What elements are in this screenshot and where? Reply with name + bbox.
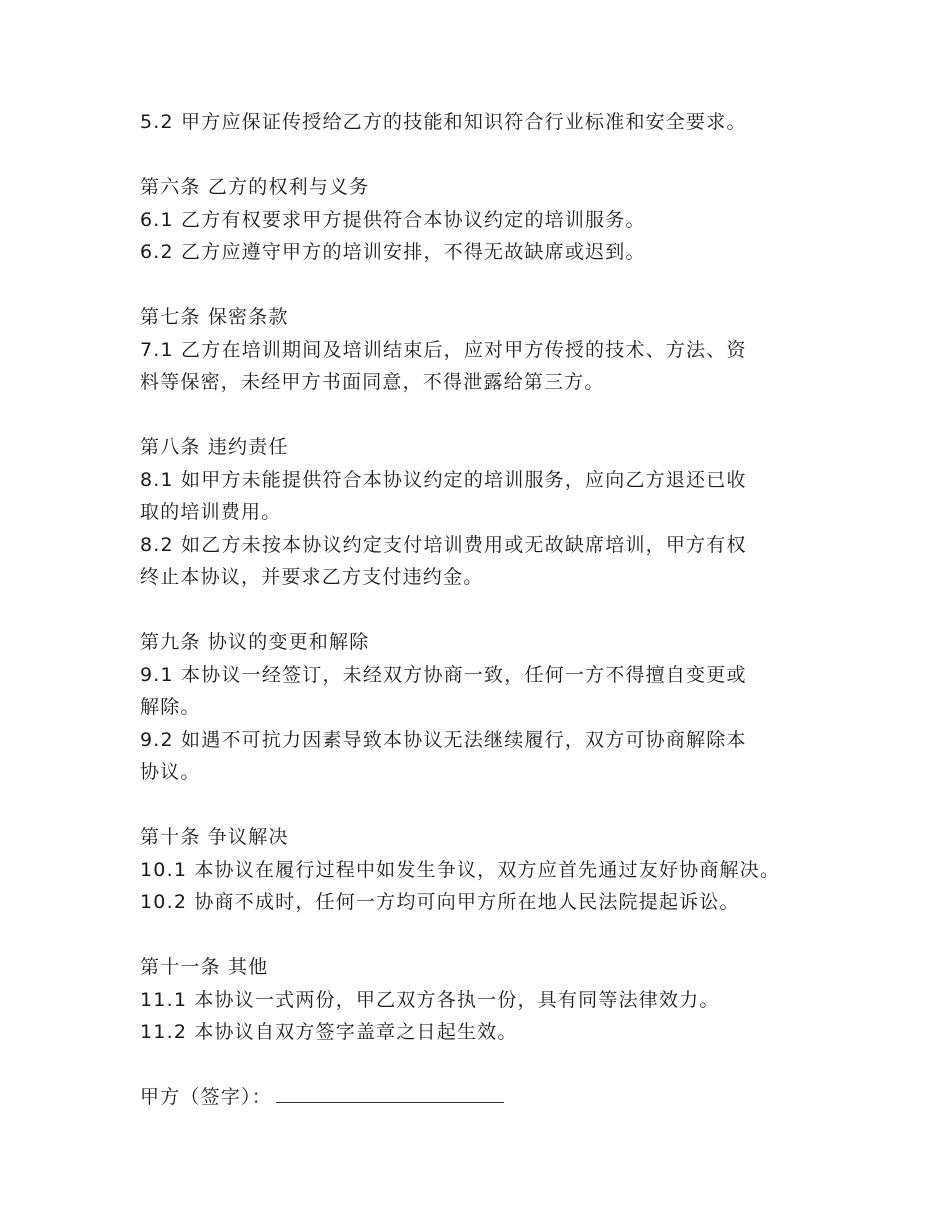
- clause-5-2: 5.2 甲方应保证传授给乙方的技能和知识符合行业标准和安全要求。: [140, 111, 747, 133]
- spacer: [140, 139, 840, 172]
- clause-9-2-line-1: 9.2 如遇不可抗力因素导致本协议无法继续履行，双方可协商解除本: [140, 728, 747, 751]
- party-a-signature-label: 甲方（签字）：: [140, 1086, 272, 1108]
- clause-11-1: 11.1 本协议一式两份，甲乙双方各执一份，具有同等法律效力。: [140, 988, 720, 1011]
- clause-9-1-line-2: 解除。: [140, 696, 201, 718]
- article-8-title: 第八条 违约责任: [140, 436, 289, 458]
- clause-8-2-line-1: 8.2 如乙方未按本协议约定支付培训费用或无故缺席培训，甲方有权: [140, 533, 747, 556]
- article-9-title: 第九条 协议的变更和解除: [140, 631, 370, 653]
- spacer: [140, 269, 840, 302]
- clause-10-1: 10.1 本协议在履行过程中如发生争议，双方应首先通过友好协商解决。: [140, 858, 781, 881]
- clause-8-1-line-2: 取的培训费用。: [140, 501, 282, 523]
- clause-6-1: 6.1 乙方有权要求甲方提供符合本协议约定的培训服务。: [140, 208, 646, 231]
- clause-11-2: 11.2 本协议自双方签字盖章之日起生效。: [140, 1021, 518, 1043]
- party-a-signature-line: [140, 1081, 840, 1114]
- article-6-title: 第六条 乙方的权利与义务: [140, 176, 370, 198]
- spacer: [140, 919, 840, 952]
- clause-6-2: 6.2 乙方应遵守甲方的培训安排，不得无故缺席或迟到。: [140, 241, 646, 263]
- clause-7-1-line-2: 料等保密，未经甲方书面同意，不得泄露给第三方。: [140, 371, 605, 393]
- signature-blank: [276, 1082, 504, 1103]
- article-11-title: 第十一条 其他: [140, 956, 269, 978]
- article-7-title: 第七条 保密条款: [140, 306, 289, 328]
- clause-9-2-line-2: 协议。: [140, 761, 201, 783]
- clause-9-1-line-1: 9.1 本协议一经签订，未经双方协商一致，任何一方不得擅自变更或: [140, 663, 747, 686]
- spacer: [140, 594, 840, 627]
- clause-10-2: 10.2 协商不成时，任何一方均可向甲方所在地人民法院提起诉讼。: [140, 891, 740, 913]
- clause-7-1-line-1: 7.1 乙方在培训期间及培训结束后，应对甲方传授的技术、方法、资: [140, 338, 747, 361]
- spacer: [140, 1049, 840, 1082]
- clause-8-2-line-2: 终止本协议，并要求乙方支付违约金。: [140, 566, 484, 588]
- clause-8-1-line-1: 8.1 如甲方未能提供符合本协议约定的培训服务，应向乙方退还已收: [140, 468, 747, 491]
- spacer: [140, 789, 840, 822]
- document-body: [140, 106, 840, 1114]
- spacer: [140, 399, 840, 432]
- article-10-title: 第十条 争议解决: [140, 826, 289, 848]
